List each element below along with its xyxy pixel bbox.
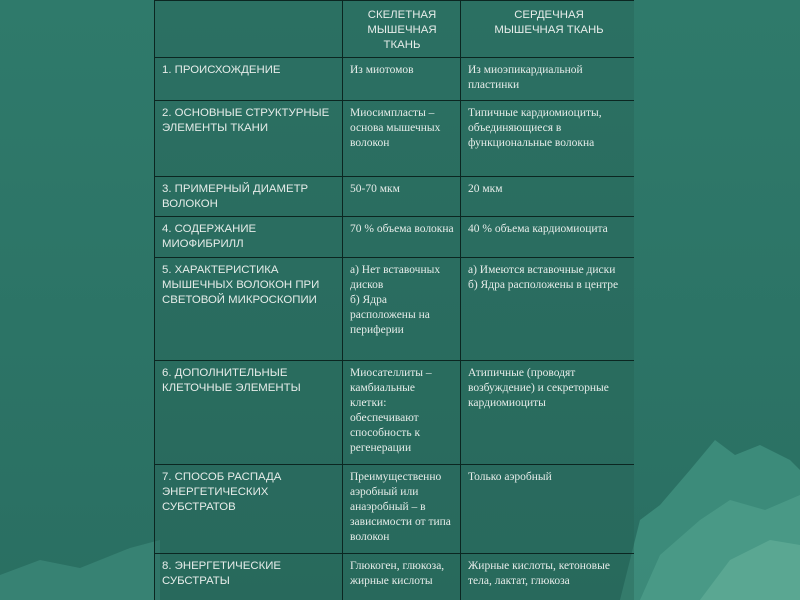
table-row [155,217,635,258]
skeletal-cell: Из миотомов [343,58,461,101]
cardiac-cell: Только аэробный [461,465,635,554]
row-label: 4. СОДЕРЖАНИЕ МИОФИБРИЛЛ [155,217,343,258]
cardiac-cell: Из миоэпикардиальной пластинки [461,58,635,101]
table-header-row [155,1,635,58]
header-cardiac: СЕРДЕЧНАЯ МЫШЕЧНАЯ ТКАНЬ [461,1,635,58]
table-row [155,177,635,217]
table-row [155,58,635,101]
cardiac-cell: 40 % объема кардиомиоцита [461,217,635,258]
cardiac-cell: а) Имеются вставочные диски б) Ядра расположены в центре [461,258,635,361]
cardiac-cell: 20 мкм [461,177,635,217]
skeletal-cell: Миосателлиты – камбиальные клетки: обеспечивают способность к регенерации [343,361,461,465]
table-row [155,465,635,554]
skeletal-cell: 70 % объема волокна [343,217,461,258]
row-label: 6. ДОПОЛНИТЕЛЬНЫЕ КЛЕТОЧНЫЕ ЭЛЕМЕНТЫ [155,361,343,465]
row-label: 2. ОСНОВНЫЕ СТРУКТУРНЫЕ ЭЛЕМЕНТЫ ТКАНИ [155,101,343,177]
skeletal-cell: Миосимпласты – основа мышечных волокон [343,101,461,177]
row-label: 7. СПОСОБ РАСПАДА ЭНЕРГЕТИЧЕСКИХ СУБСТРАТОВ [155,465,343,554]
skeletal-cell: Глюкоген, глюкоза, жирные кислоты [343,554,461,600]
comparison-table-container [154,0,634,600]
skeletal-cell: Преимущественно аэробный или анаэробный – в зависимости от типа волокон [343,465,461,554]
skeletal-cell: 50-70 мкм [343,177,461,217]
row-label: 8. ЭНЕРГЕТИЧЕСКИЕ СУБСТРАТЫ [155,554,343,600]
comparison-table [154,0,634,600]
cardiac-cell: Жирные кислоты, кетоновые тела, лактат, глюкоза [461,554,635,600]
header-empty-cell [155,1,343,58]
skeletal-cell: а) Нет вставочных дисков б) Ядра расположены на периферии [343,258,461,361]
cardiac-cell: Типичные кардиомиоциты, объединяющиеся в функциональные волокна [461,101,635,177]
table-row [155,554,635,600]
table-row [155,361,635,465]
cardiac-cell: Атипичные (проводят возбуждение) и секреторные кардиомиоциты [461,361,635,465]
row-label: 1. ПРОИСХОЖДЕНИЕ [155,58,343,101]
table-row [155,101,635,177]
table-row [155,258,635,361]
row-label: 3. ПРИМЕРНЫЙ ДИАМЕТР ВОЛОКОН [155,177,343,217]
header-skeletal: СКЕЛЕТНАЯ МЫШЕЧНАЯ ТКАНЬ [343,1,461,58]
row-label: 5. ХАРАКТЕРИСТИКА МЫШЕЧНЫХ ВОЛОКОН ПРИ СВЕТОВОЙ МИКРОСКОПИИ [155,258,343,361]
